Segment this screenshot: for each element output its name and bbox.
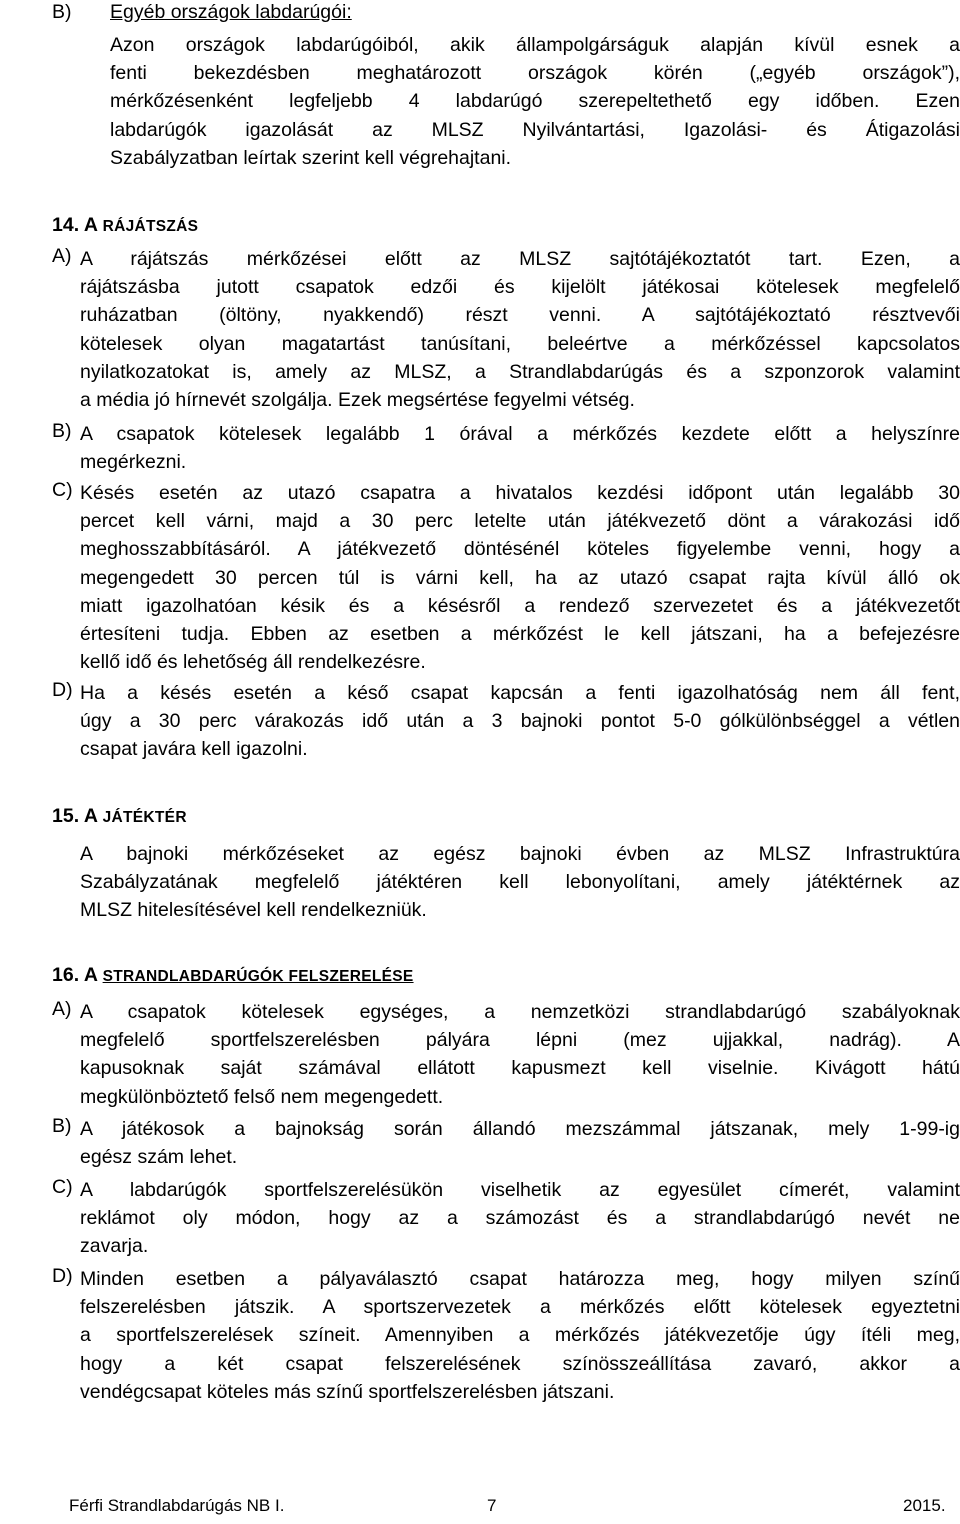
text-line: csapat javára kell igazolni. [80, 738, 308, 761]
s14-d-paragraph [80, 679, 960, 764]
section-16-title: STRANDLABDARÚGÓK FELSZERELÉSE [102, 968, 414, 985]
text-line: A labdarúgók sportfelszerelésükön viselhetik az egyesület címerét, valamint [80, 1179, 960, 1201]
text-line: Szabályzatának megfelelő játéktéren kell lebonyolítani, amely játéktérnek az [80, 871, 960, 894]
text-line: megérkezni. [80, 451, 187, 474]
text-line: megfelelő sportfelszerelésben pályára lépni (mez ujjakkal, nadrág). A [80, 1029, 960, 1052]
s14-c-label: C) [52, 479, 73, 501]
section-15-title: JÁTÉKTÉR [102, 809, 187, 826]
s14-c-paragraph [80, 479, 960, 676]
text-line: meghosszabbításáról. A játékvezető döntésénél köteles figyelembe venni, hogy a [80, 538, 960, 561]
section-15-heading [52, 805, 187, 828]
s14-b-label: B) [52, 420, 72, 442]
text-line: A játékosok a bajnokság során állandó mezszámmal játszanak, mely 1-99-ig [80, 1118, 960, 1140]
text-line: megengedett 30 percen túl is várni kell, ha az utazó csapat rajta kívül álló ok [80, 566, 960, 589]
section-16-heading [52, 964, 414, 987]
section-b-paragraph [110, 31, 960, 172]
text-line: A rájátszás mérkőzései előtt az MLSZ sajtótájékoztatót tart. Ezen, a [80, 248, 960, 270]
text-line: Azon országok labdarúgóiból, akik állampolgárságuk alapján kívül esnek a [110, 34, 960, 56]
footer-year: 2015. [903, 1496, 946, 1515]
text-line: reklámot oly módon, hogy az a számozást és a strandlabdarúgó nevét ne [80, 1207, 960, 1230]
section-14-heading [52, 214, 198, 237]
text-line: miatt igazolhatóan késik és a késésről a rendező szervezetet és a játékvezetőt [80, 594, 960, 617]
text-line: kapusoknak saját számával ellátott kapusmezt kell viselnie. Kivágott hátú [80, 1057, 960, 1080]
section-15-number: 15. [52, 805, 80, 827]
footer-page-number: 7 [487, 1496, 497, 1515]
s14-a-paragraph [80, 245, 960, 414]
text-line: a sportfelszerelések színeit. Amennyiben a mérkőzés játékvezetője úgy ítéli meg, [80, 1324, 960, 1347]
text-line: Minden esetben a pályaválasztó csapat határozza meg, hogy milyen színű [80, 1268, 960, 1290]
text-line: labdarúgók igazolását az MLSZ Nyilvántartási, Igazolási- és Átigazolási [110, 118, 960, 141]
section-b-title: Egyéb országok labdarúgói: [110, 1, 352, 23]
text-line: a média jó hírnevét szolgálja. Ezek megsértése fegyelmi vétség. [80, 389, 635, 412]
text-line: A csapatok kötelesek egységes, a nemzetközi strandlabdarúgó szabályoknak [80, 1001, 960, 1023]
text-line: Ha a késés esetén a késő csapat kapcsán a fenti igazolhatóság nem áll fent, [80, 682, 960, 704]
section-16-title-a: A [83, 964, 98, 986]
s16-b-paragraph [80, 1115, 960, 1171]
s16-a-label: A) [52, 998, 72, 1020]
text-line: úgy a 30 perc várakozás idő után a 3 bajnoki pontot 5-0 gólkülönbséggel a vétlen [80, 710, 960, 733]
text-line: vendégcsapat köteles más színű sportfelszerelésben játszani. [80, 1380, 615, 1403]
s16-d-label: D) [52, 1265, 73, 1287]
section-14-title-a: A [83, 214, 98, 236]
text-line: A bajnoki mérkőzéseket az egész bajnoki évben az MLSZ Infrastruktúra [80, 843, 960, 865]
s14-a-label: A) [52, 245, 72, 267]
s16-d-paragraph [80, 1265, 960, 1406]
text-line: Szabályzatban leírtak szerint kell végrehajtani. [110, 146, 512, 169]
text-line: kötelesek olyan magatartást tanúsítani, beleértve a mérkőzéssel kapcsolatos [80, 332, 960, 355]
text-line: megkülönböztető felső nem megengedett. [80, 1085, 444, 1108]
s14-b-paragraph [80, 420, 960, 476]
section-14-number: 14. [52, 214, 80, 236]
section-15-title-a: A [83, 805, 98, 827]
s16-a-paragraph [80, 998, 960, 1111]
text-line: zavarja. [80, 1235, 149, 1258]
text-line: percet kell várni, majd a 30 perc letelte után játékvezető dönt a várakozási idő [80, 510, 960, 533]
s14-d-label: D) [52, 679, 73, 701]
text-line: rájátszásba jutott csapatok edzői és kijelölt játékosai kötelesek megfelelő [80, 276, 960, 299]
text-line: A csapatok kötelesek legalább 1 órával a mérkőzés kezdete előtt a helyszínre [80, 423, 960, 445]
text-line: mérkőzésenként legfeljebb 4 labdarúgó szerepeltethető egy időben. Ezen [110, 90, 960, 113]
section-b-label: B) [52, 1, 72, 23]
text-line: egész szám lehet. [80, 1146, 238, 1169]
text-line: felszerelésben játszik. A sportszervezetek a mérkőzés előtt kötelesek egyeztetni [80, 1296, 960, 1319]
s16-c-paragraph [80, 1176, 960, 1261]
text-line: Késés esetén az utazó csapatra a hivatalos kezdési időpont után legalább 30 [80, 482, 960, 504]
text-line: nyilatkozatokat is, amely az MLSZ, a Strandlabdarúgás és a szponzorok valamint [80, 360, 960, 383]
text-line: ruházatban (öltöny, nyakkendő) részt venni. A sajtótájékoztató résztvevői [80, 304, 960, 327]
s16-b-label: B) [52, 1115, 72, 1137]
text-line: értesíteni tudja. Ebben az esetben a mérkőzést le kell játszani, ha a befejezésre [80, 623, 960, 646]
text-line: kellő idő és lehetőség áll rendelkezésre. [80, 651, 426, 674]
s16-c-label: C) [52, 1176, 73, 1198]
section-14-title: RÁJÁTSZÁS [102, 218, 199, 235]
section-16-number: 16. [52, 964, 80, 986]
text-line: MLSZ hitelesítésével kell rendelkezniük. [80, 899, 427, 922]
s15-paragraph [80, 840, 960, 925]
text-line: hogy a két csapat felszerelésének színösszeállítása zavaró, akkor a [80, 1352, 960, 1375]
footer-title: Férfi Strandlabdarúgás NB I. [69, 1496, 285, 1515]
text-line: fenti bekezdésben meghatározott országok körén („egyéb országok”), [110, 62, 960, 85]
